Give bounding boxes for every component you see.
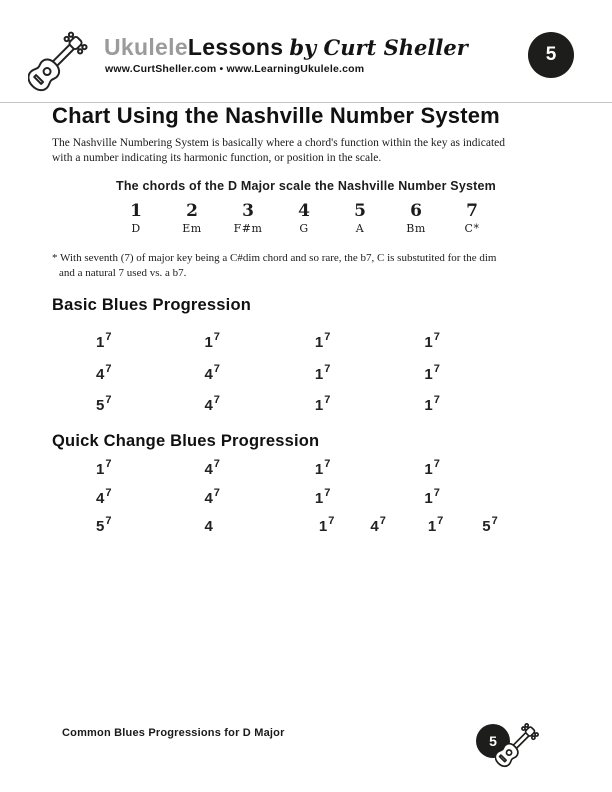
- progression-cell: $1^7$: [314, 362, 331, 383]
- progression-cell: $4^7$: [204, 458, 220, 478]
- basic-progression-grid: [96, 332, 576, 427]
- footer-title: Common Blues Progressions for D Major: [62, 727, 285, 739]
- progression-cell: $1^7$: [427, 515, 444, 535]
- progression-row: [96, 488, 576, 517]
- progression-cell: $4^7$: [370, 515, 386, 535]
- page-title: Chart Using the Nashville Number System: [52, 103, 500, 128]
- progression-cell: $1^7$: [424, 486, 440, 507]
- chord-cell: A: [355, 222, 365, 235]
- degree-cell: 1: [130, 201, 142, 221]
- chord-cell: F#m: [233, 222, 263, 235]
- progression-row: [96, 459, 576, 488]
- progression-cell: $1^7$: [204, 331, 220, 351]
- footnote-line-2: and a natural 7 used vs. a b7.: [59, 266, 187, 279]
- degree-cell: 3: [242, 201, 254, 221]
- degree-cell: 6: [410, 201, 422, 221]
- intro-line-2: with a number indicating its harmonic function, or position in the scale.: [52, 152, 382, 165]
- page-number-badge: 5: [528, 32, 574, 78]
- progression-cell: $1^7$: [314, 331, 331, 351]
- basic-progression-heading: Basic Blues Progression: [52, 296, 252, 314]
- progression-cell: $4^7$: [204, 362, 220, 383]
- degree-cell: 2: [186, 201, 198, 221]
- intro-line-1: The Nashville Numbering System is basically where a chord's function within the key as indicated: [52, 137, 506, 149]
- progression-cell: $1^7$: [424, 331, 440, 351]
- brand-ukulele: Ukulele: [104, 34, 188, 60]
- scale-caption: The chords of the D Major scale the Nashville Number System: [116, 179, 496, 193]
- progression-cell: $1^7$: [424, 458, 440, 478]
- progression-cell: 4: [204, 518, 213, 535]
- degree-cell: 4: [298, 201, 310, 221]
- degree-row: [108, 201, 500, 221]
- progression-cell: $4^7$: [204, 394, 220, 414]
- progression-row: [96, 395, 576, 427]
- header-urls[interactable]: www.CurtSheller.com • www.LearningUkulele.com: [105, 63, 365, 75]
- progression-cell: $1^7$: [424, 394, 440, 414]
- ukulele-logo-icon: [28, 24, 104, 104]
- progression-cell: $1^7$: [314, 458, 331, 478]
- degree-cell: 5: [354, 201, 366, 221]
- chord-cell: G: [299, 222, 309, 235]
- brand-byline: by Curt Sheller: [289, 35, 468, 60]
- footnote-line-1: * With seventh (7) of major key being a C#dim chord and so rare, the b7, C is substutited for the dim: [52, 252, 497, 264]
- intro-paragraph: [52, 136, 557, 166]
- footer-ukulele-icon: [495, 716, 551, 778]
- progression-cell: $5^7$: [96, 394, 112, 414]
- degree-cell: 7: [466, 201, 478, 221]
- progression-cell: $1^7$: [314, 394, 331, 414]
- progression-cell: $1^7$: [314, 486, 331, 507]
- progression-row: [96, 516, 576, 545]
- brand-lessons: Lessons: [187, 34, 284, 60]
- progression-cell: $5^7$: [96, 515, 112, 535]
- chord-cell: Em: [182, 222, 202, 235]
- progression-cell: $5^7$: [482, 515, 498, 535]
- footnote: [52, 251, 567, 281]
- progression-cell: $1^7$: [318, 515, 335, 535]
- chord-cell: C*: [464, 222, 480, 235]
- chord-cell: Bm: [406, 222, 426, 235]
- progression-row: [96, 332, 576, 364]
- quick-change-grid: [96, 459, 576, 545]
- progression-cell: $1^7$: [96, 458, 112, 478]
- scale-table: [108, 201, 500, 235]
- progression-cell: $1^7$: [96, 331, 112, 351]
- progression-cell: $4^7$: [96, 362, 112, 383]
- progression-cell: $4^7$: [204, 486, 220, 507]
- progression-cell: $4^7$: [96, 486, 112, 507]
- chord-row: [108, 221, 500, 235]
- progression-row: [96, 364, 576, 396]
- progression-cell: $1^7$: [424, 362, 440, 383]
- footer-page-badge: 5: [476, 724, 510, 758]
- brand: [104, 34, 468, 61]
- quick-change-heading: Quick Change Blues Progression: [52, 432, 320, 450]
- chord-cell: D: [131, 222, 141, 235]
